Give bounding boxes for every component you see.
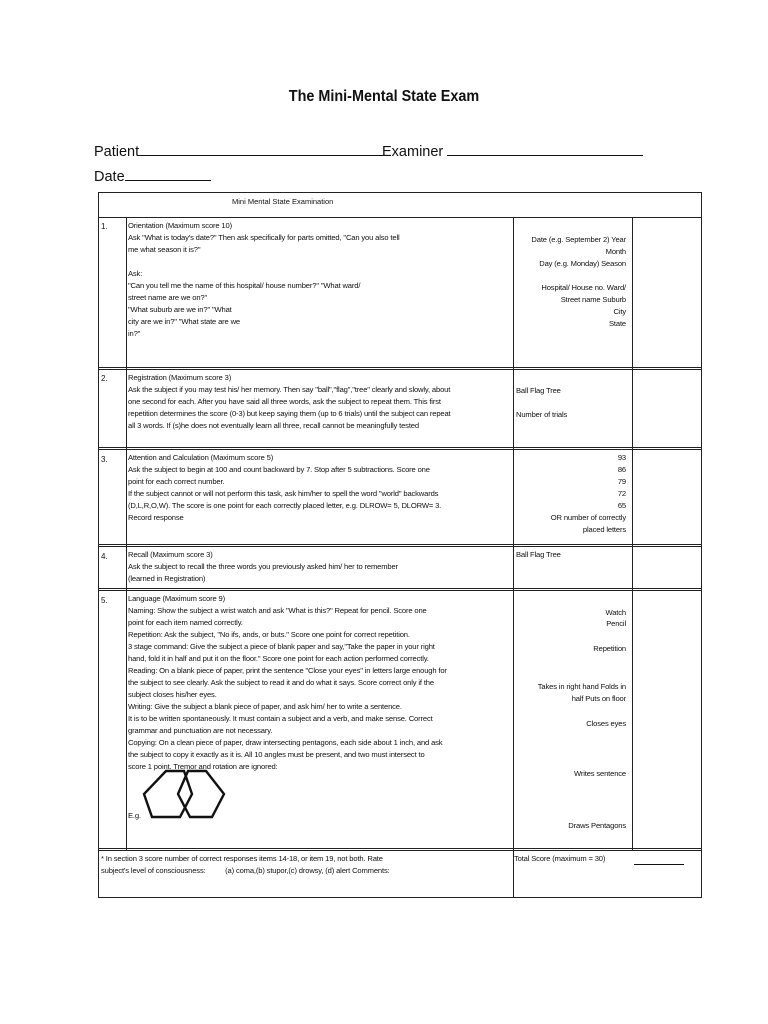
date-label: Date xyxy=(94,169,125,185)
text-line: Ask: xyxy=(128,269,143,278)
score-item: half Puts on floor xyxy=(571,694,626,703)
patient-row xyxy=(94,142,386,160)
score-item: 72 xyxy=(617,489,626,498)
registration-score-items xyxy=(516,385,567,421)
text-line: Writing: Give the subject a blank piece of paper, and ask him/ her to write a sentence. xyxy=(128,702,402,711)
score-repetition: Repetition xyxy=(593,644,626,653)
score-item: Day (e.g. Monday) Season xyxy=(539,259,626,268)
row-divider xyxy=(98,848,702,851)
examiner-field[interactable] xyxy=(447,142,643,156)
text-line: Record response xyxy=(128,513,184,522)
text-line: "What suburb are we in?" "What xyxy=(128,305,232,314)
row-divider xyxy=(98,367,702,370)
date-row xyxy=(94,167,211,185)
text-line: grammar and punctuation are not necessary. xyxy=(128,726,273,735)
text-line: city are we in?" "What state are we xyxy=(128,317,240,326)
example-label: E.g. xyxy=(128,811,141,820)
score-item: 79 xyxy=(617,477,626,486)
score-writes-sentence: Writes sentence xyxy=(573,769,626,778)
text-line: Repetition: Ask the subject, "No ifs, ands, or buts." Score one point for correct repetition. xyxy=(128,630,410,639)
score-item: Number of trials xyxy=(516,410,568,419)
section-language-text xyxy=(128,593,447,773)
score-item: City xyxy=(613,307,626,316)
footer-note xyxy=(101,853,390,877)
consciousness-label: subject's level of consciousness: xyxy=(101,866,206,875)
score-draws-pentagons: Draws Pentagons xyxy=(568,821,626,830)
text-line: Copying: On a clean piece of paper, draw intersecting pentagons, each side about 1 inch, and ask xyxy=(128,738,443,747)
score-item: Month xyxy=(605,247,626,256)
section-attention-text xyxy=(128,452,441,524)
patient-field[interactable] xyxy=(139,142,386,156)
text-line: Ask "What is today's date?" Then ask specifically for parts omitted, "Can you also tell xyxy=(128,233,400,242)
date-field[interactable] xyxy=(125,167,211,181)
section-recall-text xyxy=(128,549,398,585)
points-column-divider xyxy=(632,217,633,851)
score-item: Ball Flag Tree xyxy=(516,386,561,395)
section-number: 1. xyxy=(101,222,108,231)
row-divider xyxy=(98,588,702,591)
text-line: Registration (Maximum score 3) xyxy=(128,373,232,382)
score-three-stage xyxy=(514,681,626,705)
text-line: 3 stage command: Give the subject a piece of blank paper and say,"Take the paper in your right xyxy=(128,642,435,651)
text-line xyxy=(128,256,400,268)
text-line: Ask the subject if you may test his/ her memory. Then say "ball","flag","tree" clearly and slowly, about xyxy=(128,385,451,394)
section-number: 5. xyxy=(101,596,108,605)
number-column-divider xyxy=(126,217,127,851)
text-line: street name are we on?" xyxy=(128,293,208,302)
score-item: 65 xyxy=(617,501,626,510)
text-line: If the subject cannot or will not perform this task, ask him/her to spell the word "world" backwards xyxy=(128,489,439,498)
score-item: 86 xyxy=(617,465,626,474)
total-score-field[interactable] xyxy=(634,851,684,865)
text-line: all 3 words. If (s)he does not eventually learn all three, recall cannot be meaningfully tested xyxy=(128,421,419,430)
row-divider xyxy=(98,447,702,450)
text-line: the subject to copy it exactly as it is. All 10 angles must be present, and two must intersect to xyxy=(128,750,425,759)
text-line: Language (Maximum score 9) xyxy=(128,594,225,603)
text-line: hand, fold it in half and put it on the floor." Score one point for each action performed correctly. xyxy=(128,654,429,663)
text-line: point for each correct number. xyxy=(128,477,225,486)
section-orientation-text xyxy=(128,220,400,340)
text-line: Orientation (Maximum score 10) xyxy=(128,221,232,230)
examiner-row xyxy=(382,142,643,160)
score-item: Takes in right hand Folds in xyxy=(537,682,626,691)
text-line: Attention and Calculation (Maximum score 5) xyxy=(128,453,274,462)
score-item xyxy=(514,270,626,282)
section-number: 3. xyxy=(101,455,108,464)
section-number: 4. xyxy=(101,552,108,561)
score-item: placed letters xyxy=(582,525,626,534)
intersecting-pentagons-figure xyxy=(140,766,232,822)
text-line: the subject to see clearly. Ask the subject to read it and do what it says. Score correct only if the xyxy=(128,678,434,687)
total-score-label: Total Score (maximum = 30) xyxy=(514,854,606,863)
page-title: The Mini-Mental State Exam xyxy=(288,88,480,105)
recall-score-items xyxy=(516,549,561,561)
text-line: subject closes his/her eyes. xyxy=(128,690,217,699)
patient-label: Patient xyxy=(94,144,140,160)
text-line: Ask the subject to begin at 100 and count backward by 7. Stop after 5 subtractions. Score one xyxy=(128,465,430,474)
score-item: State xyxy=(609,319,626,328)
score-pencil: Pencil xyxy=(606,619,626,628)
footer-note-line xyxy=(101,865,390,877)
text-line: Ask the subject to recall the three words you previously asked him/ her to remember xyxy=(128,562,398,571)
score-item: Hospital/ House no. Ward/ xyxy=(541,283,626,292)
text-line: score 1 point. Tremor and rotation are ignored: xyxy=(128,762,278,771)
score-closes-eyes: Closes eyes xyxy=(586,719,626,728)
text-line: Naming: Show the subject a wrist watch and ask "What is this?" Repeat for pencil. Score one xyxy=(128,606,427,615)
section-number: 2. xyxy=(101,374,108,383)
score-item: Street name Suburb xyxy=(560,295,626,304)
text-line: (learned in Registration) xyxy=(128,574,206,583)
text-line: me what season it is?" xyxy=(128,245,201,254)
text-line: Reading: On a blank piece of paper, print the sentence "Close your eyes" in letters large enough for xyxy=(128,666,447,675)
consciousness-options: (a) coma,(b) stupor,(c) drowsy, (d) alert Comments: xyxy=(225,866,390,875)
section-registration-text xyxy=(128,372,451,432)
score-item: 93 xyxy=(617,453,626,462)
orientation-score-items xyxy=(514,234,626,330)
row-divider xyxy=(98,217,702,218)
text-line: (D,L,R,O,W). The score is one point for each correctly placed letter, e.g. DLROW= 5, DLORW= 3. xyxy=(128,501,442,510)
examiner-label: Examiner xyxy=(382,144,444,160)
footer-note-line: * In section 3 score number of correct responses items 14-18, or item 19, not both. Rate xyxy=(101,854,383,863)
score-item: Ball Flag Tree xyxy=(516,550,561,559)
text-line: It is to be written spontaneously. It must contain a subject and a verb, and make sense. Correct xyxy=(128,714,433,723)
text-line: point for each item named correctly. xyxy=(128,618,243,627)
text-line: in?" xyxy=(128,329,141,338)
text-line: Recall (Maximum score 3) xyxy=(128,550,213,559)
text-line: "Can you tell me the name of this hospital/ house number?" "What ward/ xyxy=(128,281,361,290)
table-title: Mini Mental State Examination xyxy=(232,197,334,206)
score-item: Date (e.g. September 2) Year xyxy=(531,235,626,244)
score-item: OR number of correctly xyxy=(550,513,626,522)
attention-score-items xyxy=(514,452,626,536)
text-line: one second for each. After you have said all three words, ask the subject to repeat them. This first xyxy=(128,397,441,406)
text-line: repetition determines the score (0-3) but keep saying them (up to 6 trials) until the subject can repeat xyxy=(128,409,451,418)
score-watch: Watch xyxy=(605,608,626,617)
score-item xyxy=(516,397,567,409)
row-divider xyxy=(98,544,702,547)
